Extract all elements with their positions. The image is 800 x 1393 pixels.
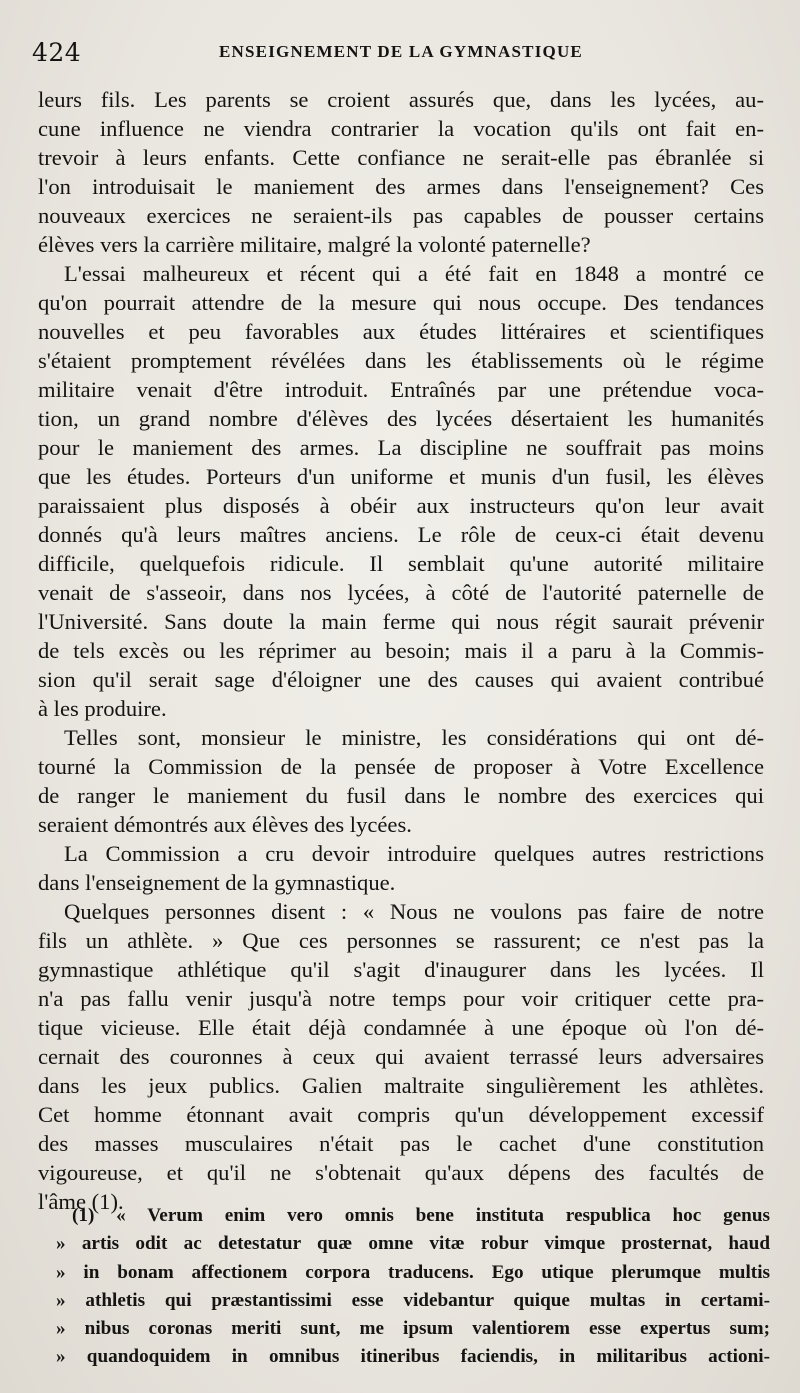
text-line: militaire venait d'être introduit. Entraînés par une prétendue voca- bbox=[38, 377, 764, 402]
text-line: cune influence ne viendra contrarier la vocation qu'ils ont fait en- bbox=[38, 116, 764, 141]
footnote-line: » nibus coronas meriti sunt, me ipsum valentiorem esse expertus sum; bbox=[56, 1318, 770, 1340]
text-line: venait de s'asseoir, dans nos lycées, à côté de l'autorité paternelle de bbox=[38, 580, 764, 605]
text-line: de ranger le maniement du fusil dans le nombre des exercices qui bbox=[38, 783, 764, 808]
text-line: pour le maniement des armes. La discipline ne souffrait pas moins bbox=[38, 435, 764, 460]
footnote-line: (1) « Verum enim vero omnis bene instituta respublica hoc genus bbox=[72, 1205, 770, 1226]
text-line: tique vicieuse. Elle était déjà condamnée à une époque où l'on dé- bbox=[38, 1015, 764, 1040]
text-line: Quelques personnes disent : « Nous ne voulons pas faire de notre bbox=[64, 899, 764, 924]
text-line: élèves vers la carrière militaire, malgré la volonté paternelle? bbox=[38, 232, 591, 257]
text-line: leurs fils. Les parents se croient assurés que, dans les lycées, au- bbox=[38, 87, 764, 112]
text-line: l'âme (1). bbox=[38, 1189, 124, 1214]
paragraph bbox=[38, 723, 764, 839]
text-line: sion qu'il serait sage d'éloigner une des causes qui avaient contribué bbox=[38, 667, 764, 692]
paragraph bbox=[38, 259, 764, 723]
text-line: n'a pas fallu venir jusqu'à notre temps pour voir critiquer cette pra- bbox=[38, 986, 764, 1011]
text-line: de tels excès ou les réprimer au besoin; mais il a paru à la Commis- bbox=[38, 638, 764, 663]
text-line: nouvelles et peu favorables aux études littéraires et scientifiques bbox=[38, 319, 764, 344]
text-line: seraient démontrés aux élèves des lycées. bbox=[38, 812, 412, 837]
footnote-line: » in bonam affectionem corpora traducens. Ego utique plerumque multis bbox=[56, 1261, 770, 1283]
text-line: tion, un grand nombre d'élèves des lycées désertaient les humanités bbox=[38, 406, 764, 431]
text-line: donnés qu'à leurs maîtres anciens. Le rôle de ceux-ci était devenu bbox=[38, 522, 764, 547]
paragraph bbox=[38, 85, 764, 259]
text-line: nouveaux exercices ne seraient-ils pas capables de pousser certains bbox=[38, 203, 764, 228]
text-line: trevoir à leurs enfants. Cette confiance ne serait-elle pas ébranlée si bbox=[38, 145, 764, 170]
text-line: Cet homme étonnant avait compris qu'un développement excessif bbox=[38, 1102, 764, 1127]
text-line: L'essai malheureux et récent qui a été fait en 1848 a montré ce bbox=[64, 261, 764, 286]
running-head: ENSEIGNEMENT DE LA GYMNASTIQUE bbox=[219, 42, 583, 61]
footnote-line: » athletis qui præstantissimi esse videbantur quique multas in certami- bbox=[56, 1289, 770, 1311]
text-line: difficile, quelquefois ridicule. Il semblait qu'une autorité militaire bbox=[38, 551, 764, 576]
footnote bbox=[56, 1202, 770, 1372]
text-line: l'on introduisait le maniement des armes dans l'enseignement? Ces bbox=[38, 174, 764, 199]
paragraph bbox=[38, 897, 764, 1216]
footnote-line: » artis odit ac detestatur quæ omne vitæ robur vimque prosternat, haud bbox=[56, 1233, 770, 1255]
text-line: La Commission a cru devoir introduire quelques autres restrictions bbox=[64, 841, 764, 866]
text-line: fils un athlète. » Que ces personnes se rassurent; ce n'est pas la bbox=[38, 928, 764, 953]
page-header bbox=[32, 38, 770, 74]
body-text bbox=[38, 85, 764, 1216]
text-line: dans l'enseignement de la gymnastique. bbox=[38, 870, 396, 895]
text-line: s'étaient promptement révélées dans les établissements où le régime bbox=[38, 348, 764, 373]
paragraph bbox=[38, 839, 764, 897]
text-line: gymnastique athlétique qu'il s'agit d'inaugurer dans les lycées. Il bbox=[38, 957, 764, 982]
text-line: des masses musculaires n'était pas le cachet d'une constitution bbox=[38, 1131, 764, 1156]
text-line: dans les jeux publics. Galien maltraite singulièrement les athlètes. bbox=[38, 1073, 764, 1098]
text-line: l'Université. Sans doute la main ferme qui nous régit saurait prévenir bbox=[38, 609, 764, 634]
page-number: 424 bbox=[32, 38, 82, 67]
text-line: à les produire. bbox=[38, 696, 167, 721]
text-line: Telles sont, monsieur le ministre, les considérations qui ont dé- bbox=[64, 725, 764, 750]
text-line: paraissaient plus disposés à obéir aux instructeurs qu'on leur avait bbox=[38, 493, 764, 518]
text-line: vigoureuse, et qu'il ne s'obtenait qu'aux dépens des facultés de bbox=[38, 1160, 764, 1185]
text-line: que les études. Porteurs d'un uniforme et munis d'un fusil, les élèves bbox=[38, 464, 764, 489]
text-line: cernait des couronnes à ceux qui avaient terrassé leurs adversaires bbox=[38, 1044, 764, 1069]
text-line: tourné la Commission de la pensée de proposer à Votre Excellence bbox=[38, 754, 764, 779]
text-line: qu'on pourrait attendre de la mesure qui nous occupe. Des tendances bbox=[38, 290, 764, 315]
footnote-line: » quandoquidem in omnibus itineribus faciendis, in militaribus actioni- bbox=[56, 1346, 770, 1368]
